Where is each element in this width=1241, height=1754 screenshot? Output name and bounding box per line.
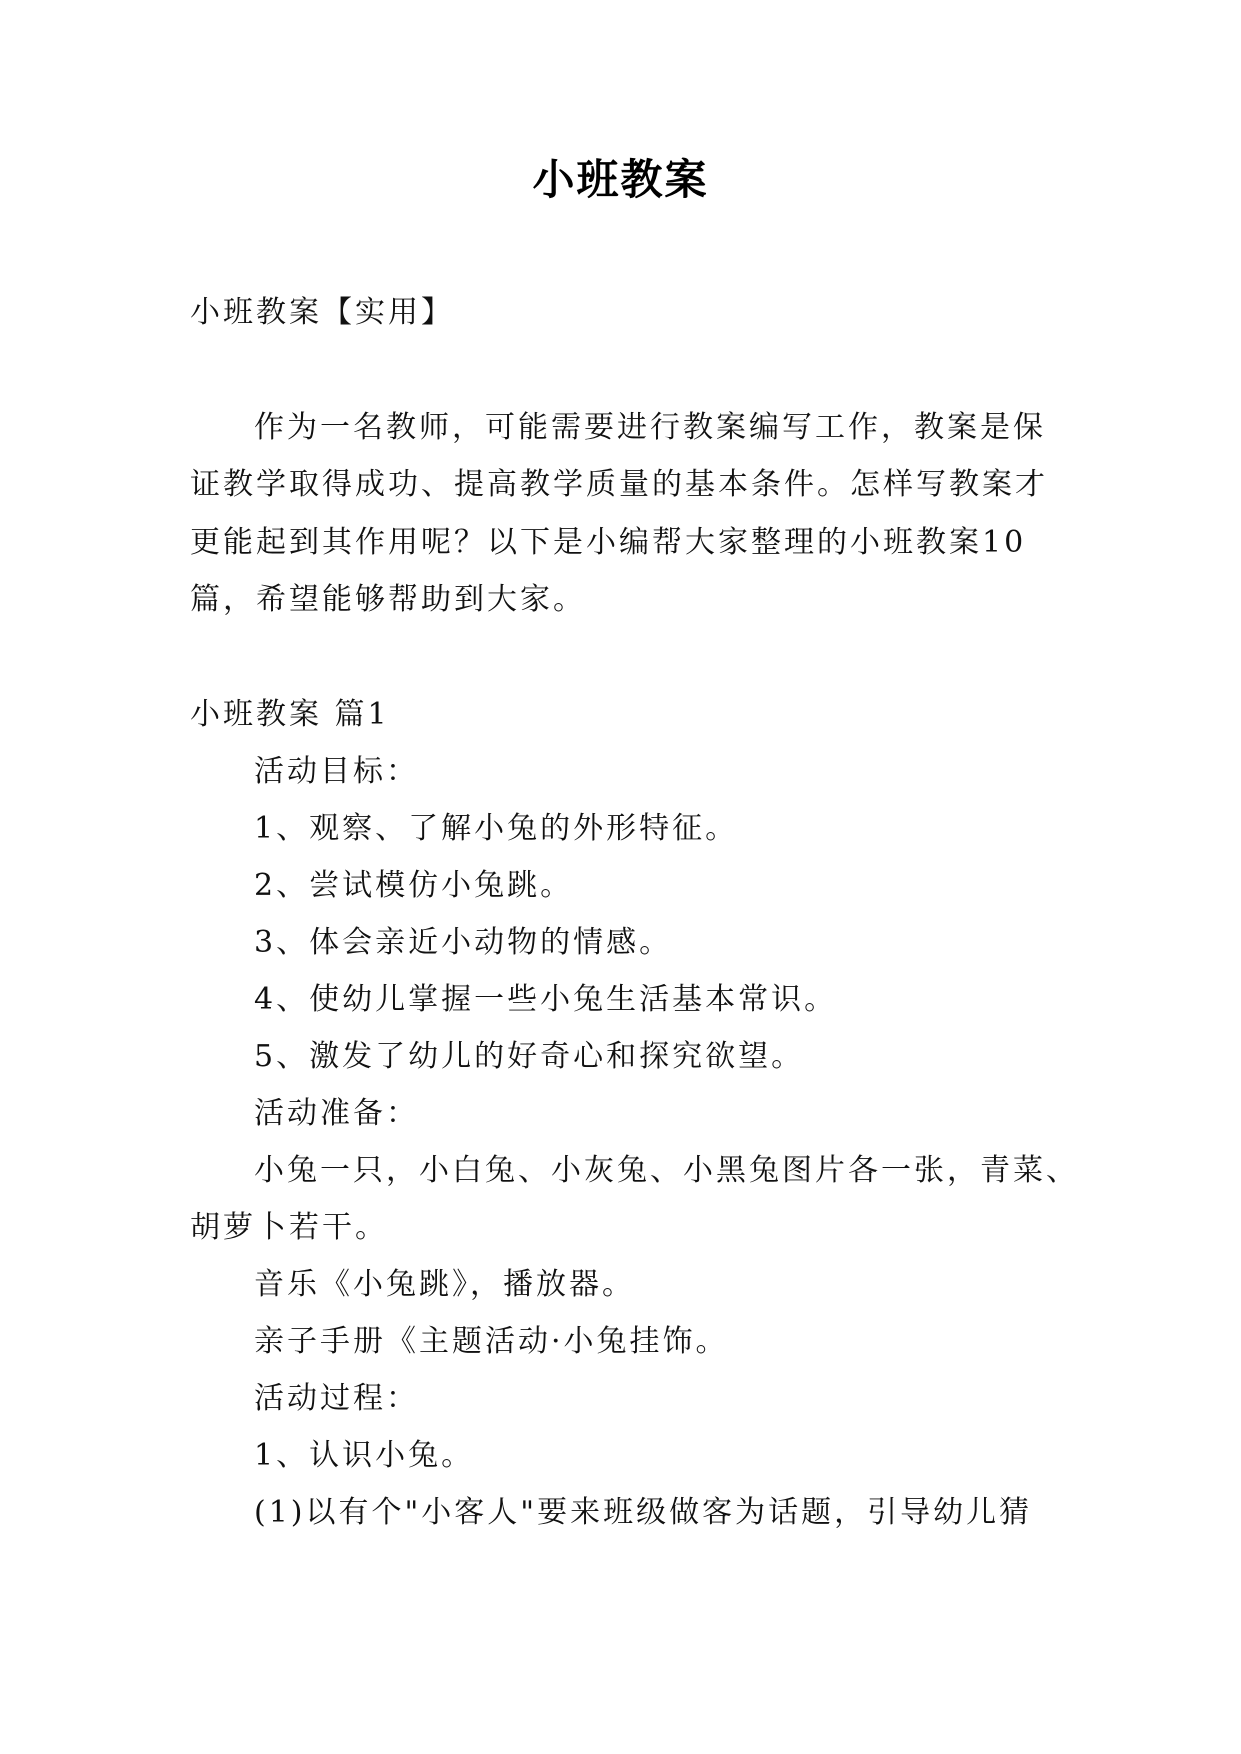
document-title: 小班教案	[532, 155, 709, 204]
document-subtitle: 小班教案【实用】	[190, 295, 454, 330]
body-line: 5、激发了幼儿的好奇心和探究欲望。	[254, 1039, 805, 1074]
intro-line: 证教学取得成功、提高教学质量的基本条件。怎样写教案才	[190, 467, 1048, 502]
body-line: 1、观察、了解小兔的外形特征。	[254, 811, 739, 846]
body-line: 活动过程：	[254, 1381, 419, 1416]
body-line: 2、尝试模仿小兔跳。	[254, 868, 574, 903]
body-line: 4、使幼儿掌握一些小兔生活基本常识。	[254, 982, 838, 1017]
body-line: (1)以有个"小客人"要来班级做客为话题，引导幼儿猜	[254, 1495, 1033, 1530]
intro-line: 篇，希望能够帮助到大家。	[190, 582, 586, 617]
intro-line: 更能起到其作用呢？以下是小编帮大家整理的小班教案10	[190, 525, 1027, 560]
body-line: 音乐《小兔跳》，播放器。	[254, 1267, 635, 1302]
body-line: 胡萝卜若干。	[190, 1210, 388, 1245]
section-heading: 小班教案 篇1	[190, 697, 390, 732]
body-line: 亲子手册《主题活动·小兔挂饰。	[254, 1324, 729, 1359]
body-line: 小兔一只，小白兔、小灰兔、小黑兔图片各一张，青菜、	[254, 1153, 1079, 1188]
body-line: 1、认识小兔。	[254, 1438, 475, 1473]
body-line: 活动目标：	[254, 754, 419, 789]
body-line: 3、体会亲近小动物的情感。	[254, 925, 673, 960]
body-line: 活动准备：	[254, 1096, 419, 1131]
intro-line: 作为一名教师，可能需要进行教案编写工作，教案是保	[254, 410, 1046, 445]
